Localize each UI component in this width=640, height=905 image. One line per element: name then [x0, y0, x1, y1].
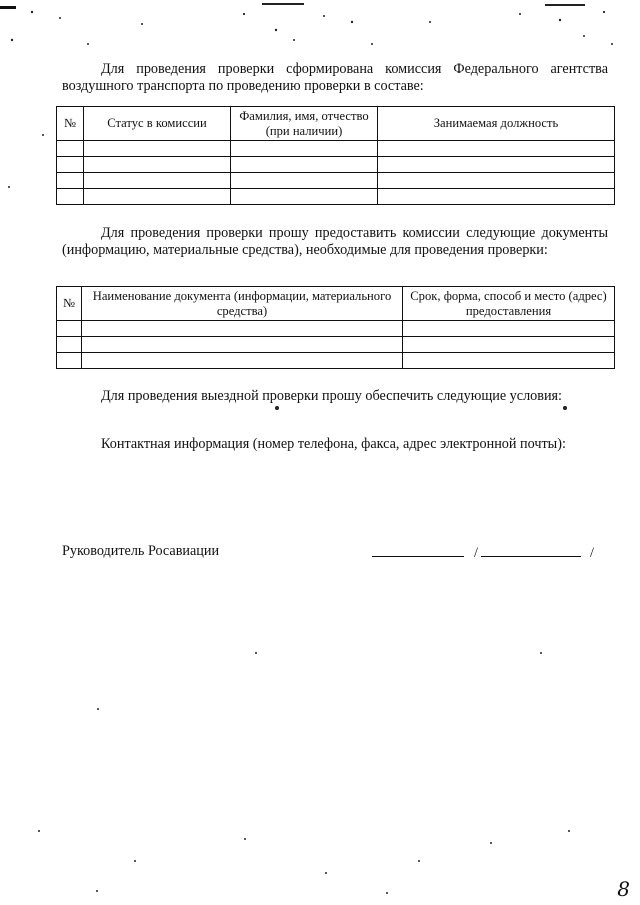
scan-speck [540, 652, 542, 654]
contact-info-text: Контактная информация (номер телефона, факса, адрес электронной почты): [101, 436, 566, 452]
signature-line [372, 556, 464, 557]
scan-speck [386, 892, 388, 894]
signature-separator: / [474, 545, 478, 561]
scan-speck [134, 860, 136, 862]
scan-speck [38, 830, 40, 832]
table-row [57, 337, 615, 353]
commission-intro-paragraph: Для проведения проверки сформирована комиссия Федерального агентства воздушного транспорта по проведению проверки в составе: [62, 61, 608, 94]
onsite-conditions-text: Для проведения выездной проверки прошу обеспечить следующие условия: [101, 388, 563, 404]
scan-speck [42, 134, 44, 136]
table-row [57, 173, 615, 189]
table-header-row [57, 287, 615, 321]
scan-speck [418, 860, 420, 862]
scan-speck [255, 652, 257, 654]
column-header-number: № [57, 107, 84, 141]
table-header-row [57, 107, 615, 141]
scan-speck [568, 830, 570, 832]
page-number: 8 [617, 877, 630, 901]
scan-speck [325, 872, 327, 874]
signatory-title: Руководитель Росавиации [62, 543, 220, 559]
commission-table [56, 106, 615, 205]
scan-speck [490, 842, 492, 844]
table-row [57, 353, 615, 369]
scan-speck [96, 890, 98, 892]
scan-speck [244, 838, 246, 840]
scan-speck [97, 708, 99, 710]
table-row [57, 189, 615, 205]
table-row [57, 157, 615, 173]
column-header-status: Статус в комиссии [84, 107, 231, 141]
column-header-number: № [57, 287, 82, 321]
documents-request-paragraph: Для проведения проверки прошу предоставить комиссии следующие документы (информацию, материальные средства), необходимые для проведения проверки: [62, 225, 608, 258]
documents-table [56, 286, 615, 369]
scan-speck [275, 406, 279, 410]
scan-speck [8, 186, 10, 188]
table-row [57, 141, 615, 157]
table-row [57, 321, 615, 337]
scan-speck [563, 406, 567, 410]
column-header-document-name: Наименование документа (информации, материального средства) [82, 287, 403, 321]
name-line [481, 556, 581, 557]
column-header-deadline-form-method: Срок, форма, способ и место (адрес) предоставления [403, 287, 615, 321]
signature-end-separator: / [590, 545, 594, 561]
column-header-position: Занимаемая должность [378, 107, 615, 141]
scan-noise-top [0, 0, 640, 60]
column-header-full-name: Фамилия, имя, отчество (при наличии) [231, 107, 378, 141]
